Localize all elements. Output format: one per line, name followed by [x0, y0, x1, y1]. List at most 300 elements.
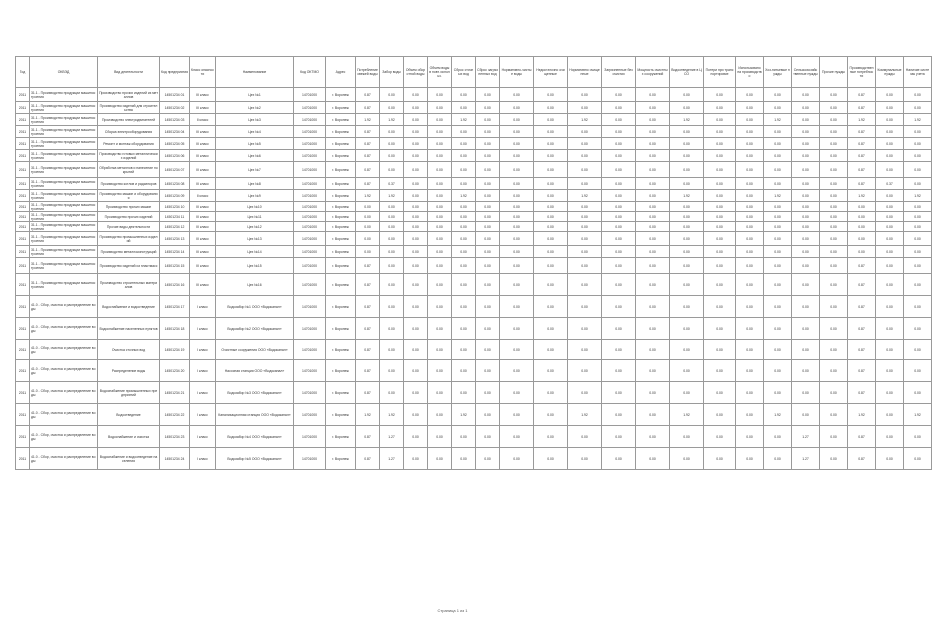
table-cell: Прочие виды деятельности — [98, 222, 160, 232]
table-cell: 0.00 — [876, 448, 904, 470]
table-cell: 0.00 — [534, 102, 568, 114]
table-cell: 0.00 — [568, 274, 602, 296]
table-cell: 0.00 — [404, 212, 428, 222]
table-cell: 0.00 — [602, 404, 636, 426]
table-cell: 0.00 — [736, 246, 764, 258]
table-cell: 14701000 — [294, 190, 326, 202]
table-cell: 2011 — [16, 448, 30, 470]
table-cell: 14501234 02 — [160, 102, 190, 114]
table-cell: 0.00 — [904, 232, 932, 246]
table-cell: 0.00 — [670, 202, 704, 212]
table-cell: г. Воронеж — [326, 448, 356, 470]
table-cell: 41.0 - Сбор, очистка и распределение воды — [30, 318, 98, 340]
table-row — [16, 232, 932, 246]
table-cell: 2011 — [16, 274, 30, 296]
table-cell: 0.00 — [876, 222, 904, 232]
column-header: Наличие системы учета — [904, 57, 932, 88]
table-row — [16, 274, 932, 296]
table-cell: 0.00 — [404, 258, 428, 274]
table-cell: Насосная станция ООО «Водоканал» — [216, 360, 294, 382]
table-cell: III класс — [190, 222, 216, 232]
table-cell: 0.00 — [636, 448, 670, 470]
table-cell: 41.0 - Сбор, очистка и распределение воды — [30, 426, 98, 448]
table-cell: 0.00 — [820, 296, 848, 318]
table-cell: 0.00 — [764, 426, 792, 448]
table-cell: 0.00 — [736, 178, 764, 190]
table-cell: 0.00 — [534, 448, 568, 470]
table-cell: 0.00 — [736, 162, 764, 178]
table-cell: 0.00 — [764, 360, 792, 382]
table-row — [16, 114, 932, 126]
table-cell: 0.00 — [428, 274, 452, 296]
table-cell: 0.00 — [704, 212, 736, 222]
table-cell: 0.00 — [534, 318, 568, 340]
table-cell: 0.00 — [500, 190, 534, 202]
table-cell: 0.00 — [500, 340, 534, 360]
table-cell: Очистные сооружения ООО «Водоканал» — [216, 340, 294, 360]
table-cell: 0.00 — [636, 426, 670, 448]
table-cell: 0.00 — [904, 274, 932, 296]
table-cell: 0.00 — [476, 150, 500, 162]
table-cell: 0.00 — [636, 318, 670, 340]
table-cell: 0.00 — [500, 102, 534, 114]
table-cell: 0.87 — [848, 138, 876, 150]
table-cell: 0.00 — [764, 178, 792, 190]
table-row — [16, 162, 932, 178]
table-cell: 0.00 — [636, 138, 670, 150]
table-cell: 0.00 — [704, 202, 736, 212]
table-row — [16, 126, 932, 138]
table-cell: 2011 — [16, 102, 30, 114]
table-cell: 0.00 — [670, 274, 704, 296]
table-cell: 0.00 — [792, 382, 820, 404]
table-cell: 31.1 - Производство продукции машиностроения — [30, 190, 98, 202]
table-row — [16, 212, 932, 222]
column-header: Потребление свежей воды — [356, 57, 380, 88]
table-cell: 0.00 — [736, 258, 764, 274]
table-cell: 0.00 — [602, 202, 636, 212]
table-cell: 0.00 — [568, 448, 602, 470]
table-cell: 14701000 — [294, 232, 326, 246]
table-cell: Обработка металлов и нанесение покрытий — [98, 162, 160, 178]
table-cell: Цех №3 — [216, 114, 294, 126]
table-cell: г. Воронеж — [326, 382, 356, 404]
table-cell: 0.00 — [568, 318, 602, 340]
table-cell: 0.00 — [736, 102, 764, 114]
table-cell: 0.00 — [820, 404, 848, 426]
table-cell: 0.00 — [704, 426, 736, 448]
table-cell: 0.00 — [534, 382, 568, 404]
column-header: Мощность очистных сооружений — [636, 57, 670, 88]
table-cell: III класс — [190, 274, 216, 296]
table-cell: 0.87 — [356, 88, 380, 102]
table-cell: 0.00 — [476, 178, 500, 190]
table-cell: 0.00 — [452, 178, 476, 190]
table-cell: 0.00 — [500, 88, 534, 102]
table-cell: 0.00 — [404, 360, 428, 382]
table-cell: 0.00 — [568, 222, 602, 232]
table-cell: 0.00 — [792, 274, 820, 296]
table-cell: 0.00 — [476, 318, 500, 340]
table-cell: 0.00 — [452, 360, 476, 382]
table-cell: 0.00 — [380, 246, 404, 258]
table-cell: 0.00 — [792, 360, 820, 382]
table-cell: 1.92 — [380, 404, 404, 426]
table-cell: 0.00 — [534, 212, 568, 222]
table-cell: 0.87 — [848, 296, 876, 318]
table-cell: г. Воронеж — [326, 126, 356, 138]
table-cell: 0.00 — [904, 150, 932, 162]
table-cell: 0.00 — [500, 212, 534, 222]
table-cell: 0.00 — [764, 232, 792, 246]
table-cell: 41.0 - Сбор, очистка и распределение воды — [30, 404, 98, 426]
table-cell: 0.00 — [820, 102, 848, 114]
table-cell: 0.00 — [602, 232, 636, 246]
table-cell: 0.00 — [452, 318, 476, 340]
table-cell: 0.00 — [792, 88, 820, 102]
table-cell: 1.92 — [670, 114, 704, 126]
table-cell: 0.00 — [602, 138, 636, 150]
table-cell: 0.00 — [568, 232, 602, 246]
table-cell: 0.00 — [428, 150, 452, 162]
table-cell: 0.00 — [876, 426, 904, 448]
column-header: Год — [16, 57, 30, 88]
table-cell: 0.00 — [404, 448, 428, 470]
table-cell: 0.00 — [404, 232, 428, 246]
table-cell: 0.00 — [428, 222, 452, 232]
table-cell: 0.00 — [568, 212, 602, 222]
table-cell: 0.00 — [704, 150, 736, 162]
table-cell: I класс — [190, 318, 216, 340]
table-cell: г. Воронеж — [326, 246, 356, 258]
table-cell: 0.00 — [704, 232, 736, 246]
table-cell: 14501234 08 — [160, 178, 190, 190]
table-cell: 0.00 — [704, 382, 736, 404]
table-cell: 0.00 — [848, 222, 876, 232]
table-cell: г. Воронеж — [326, 222, 356, 232]
table-cell: 14501234 09 — [160, 190, 190, 202]
table-cell: 0.00 — [380, 102, 404, 114]
table-cell: г. Воронеж — [326, 102, 356, 114]
column-header: Объем воды в повт. использ. — [428, 57, 452, 88]
table-cell: 0.00 — [704, 88, 736, 102]
table-cell: 0.00 — [534, 426, 568, 448]
table-cell: 0.00 — [636, 162, 670, 178]
table-cell: III класс — [190, 162, 216, 178]
table-cell: 0.00 — [904, 126, 932, 138]
table-cell: 0.00 — [428, 178, 452, 190]
table-row — [16, 258, 932, 274]
table-cell: 0.00 — [568, 88, 602, 102]
table-cell: 14701000 — [294, 274, 326, 296]
table-cell: 14701000 — [294, 340, 326, 360]
table-cell: 0.00 — [356, 232, 380, 246]
table-cell: 0.00 — [876, 360, 904, 382]
table-cell: 0.00 — [500, 138, 534, 150]
table-cell: 1.27 — [380, 426, 404, 448]
table-cell: г. Воронеж — [326, 232, 356, 246]
table-cell: 0.00 — [452, 150, 476, 162]
table-cell: 0.00 — [380, 126, 404, 138]
table-cell: 0.00 — [428, 162, 452, 178]
table-cell: 0.00 — [736, 360, 764, 382]
table-cell: 0.00 — [736, 404, 764, 426]
table-cell: 14501234 01 — [160, 88, 190, 102]
table-cell: 0.00 — [602, 162, 636, 178]
table-cell: 0.00 — [534, 162, 568, 178]
table-cell: 0.00 — [736, 426, 764, 448]
table-cell: 0.00 — [876, 258, 904, 274]
table-cell: 0.87 — [356, 150, 380, 162]
table-cell: 0.00 — [736, 340, 764, 360]
table-cell: 0.00 — [476, 404, 500, 426]
table-cell: 0.00 — [704, 162, 736, 178]
table-cell: 0.00 — [452, 202, 476, 212]
table-cell: 0.00 — [820, 426, 848, 448]
table-cell: 0.00 — [736, 126, 764, 138]
table-cell: 0.00 — [476, 222, 500, 232]
table-cell: 0.00 — [764, 138, 792, 150]
table-cell: 0.00 — [820, 318, 848, 340]
column-header: Нормативно очищенные — [568, 57, 602, 88]
table-cell: 2011 — [16, 162, 30, 178]
table-cell: 0.87 — [848, 88, 876, 102]
table-cell: 0.00 — [670, 258, 704, 274]
table-cell: 0.00 — [500, 246, 534, 258]
table-cell: 0.00 — [636, 178, 670, 190]
table-cell: 0.00 — [636, 360, 670, 382]
table-cell: 0.00 — [636, 212, 670, 222]
table-cell: 0.00 — [820, 382, 848, 404]
table-cell: II класс — [190, 190, 216, 202]
table-cell: 0.00 — [704, 246, 736, 258]
table-cell: Водозабор №4 ООО «Водоканал» — [216, 426, 294, 448]
table-cell: 0.00 — [736, 114, 764, 126]
table-row — [16, 340, 932, 360]
table-cell: 0.00 — [500, 448, 534, 470]
table-cell: 2011 — [16, 178, 30, 190]
table-cell: 0.00 — [568, 126, 602, 138]
table-cell: 0.00 — [602, 382, 636, 404]
table-cell: 0.00 — [876, 88, 904, 102]
table-header — [16, 57, 932, 88]
column-header: Производственные потребности — [848, 57, 876, 88]
table-cell: 0.00 — [404, 138, 428, 150]
column-header: Коммунальные нужды — [876, 57, 904, 88]
table-cell: 0.00 — [452, 138, 476, 150]
table-cell: 0.00 — [500, 202, 534, 212]
table-cell: 0.87 — [848, 162, 876, 178]
table-cell: Цех №4 — [216, 126, 294, 138]
table-cell: 0.00 — [704, 222, 736, 232]
table-cell: 0.00 — [428, 382, 452, 404]
table-cell: 0.87 — [356, 126, 380, 138]
table-cell: 0.00 — [876, 404, 904, 426]
table-cell: 0.00 — [670, 382, 704, 404]
table-cell: 1.92 — [904, 114, 932, 126]
table-cell: 0.00 — [568, 150, 602, 162]
table-cell: 0.00 — [380, 212, 404, 222]
table-cell: 0.00 — [428, 232, 452, 246]
table-cell: 14701000 — [294, 138, 326, 150]
table-cell: 1.27 — [792, 448, 820, 470]
table-cell: 1.92 — [452, 404, 476, 426]
table-cell: 0.00 — [636, 190, 670, 202]
table-cell: 1.92 — [568, 114, 602, 126]
table-cell: 0.00 — [452, 232, 476, 246]
table-cell: 0.00 — [670, 448, 704, 470]
table-cell: 0.00 — [904, 340, 932, 360]
table-cell: 0.00 — [820, 448, 848, 470]
table-cell: 0.00 — [404, 382, 428, 404]
table-cell: 0.00 — [904, 222, 932, 232]
table-cell: 0.00 — [736, 222, 764, 232]
table-cell: 0.00 — [736, 138, 764, 150]
table-cell: 0.00 — [452, 102, 476, 114]
table-cell: Ремонт и монтаж оборудования — [98, 138, 160, 150]
table-cell: 0.00 — [568, 296, 602, 318]
table-cell: 0.00 — [904, 296, 932, 318]
table-cell: 0.00 — [380, 296, 404, 318]
table-cell: 0.00 — [534, 274, 568, 296]
table-cell: 0.00 — [636, 274, 670, 296]
table-cell: 0.00 — [736, 212, 764, 222]
table-cell: 0.00 — [534, 202, 568, 212]
table-cell: 14501234 24 — [160, 448, 190, 470]
table-cell: Цех №13 — [216, 232, 294, 246]
table-cell: 0.87 — [356, 426, 380, 448]
table-cell: 0.00 — [764, 222, 792, 232]
table-cell: 0.00 — [380, 340, 404, 360]
table-cell: 0.00 — [876, 318, 904, 340]
table-cell: г. Воронеж — [326, 212, 356, 222]
table-cell: 0.87 — [356, 138, 380, 150]
table-cell: 0.00 — [792, 212, 820, 222]
table-cell: 14701000 — [294, 360, 326, 382]
table-cell: 0.00 — [792, 222, 820, 232]
table-cell: III класс — [190, 150, 216, 162]
table-cell: 0.87 — [848, 150, 876, 162]
table-cell: 0.00 — [670, 222, 704, 232]
table-cell: Производство прочих изделий из металлов — [98, 88, 160, 102]
table-cell: 0.00 — [602, 150, 636, 162]
table-cell: 0.00 — [404, 318, 428, 340]
table-cell: 31.1 - Производство продукции машиностроения — [30, 150, 98, 162]
table-cell: 0.00 — [602, 274, 636, 296]
table-cell: 1.92 — [848, 190, 876, 202]
table-cell: 14701000 — [294, 258, 326, 274]
table-cell: 1.92 — [670, 190, 704, 202]
table-cell: 14701000 — [294, 212, 326, 222]
table-cell: 0.00 — [500, 296, 534, 318]
table-cell: Водозабор №2 ООО «Водоканал» — [216, 318, 294, 340]
table-row — [16, 190, 932, 202]
table-cell: 0.00 — [636, 340, 670, 360]
table-cell: 14501234 21 — [160, 382, 190, 404]
table-cell: 0.00 — [848, 202, 876, 212]
table-cell: 0.00 — [820, 274, 848, 296]
table-cell: 0.00 — [534, 88, 568, 102]
table-cell: 0.00 — [876, 340, 904, 360]
table-cell: 0.00 — [704, 360, 736, 382]
table-cell: 1.92 — [764, 404, 792, 426]
table-cell: 0.00 — [534, 190, 568, 202]
table-cell: 0.00 — [428, 404, 452, 426]
table-cell: 0.00 — [820, 340, 848, 360]
table-cell: 0.00 — [792, 102, 820, 114]
table-cell: 0.00 — [500, 274, 534, 296]
table-cell: 0.00 — [848, 232, 876, 246]
table-cell: 2011 — [16, 382, 30, 404]
table-cell: 31.1 - Производство продукции машиностроения — [30, 258, 98, 274]
table-cell: 0.00 — [476, 340, 500, 360]
table-cell: 0.00 — [568, 340, 602, 360]
table-cell: 2011 — [16, 88, 30, 102]
table-cell: 0.00 — [428, 360, 452, 382]
table-cell: 0.00 — [356, 222, 380, 232]
table-cell: 0.00 — [704, 258, 736, 274]
table-cell: Цех №15 — [216, 258, 294, 274]
table-cell: Водозабор №5 ООО «Водоканал» — [216, 448, 294, 470]
table-cell: Производство готовых металлических изделий — [99, 151, 158, 160]
table-cell: 0.00 — [476, 190, 500, 202]
table-cell: 0.00 — [848, 212, 876, 222]
table-cell: 14501234 16 — [160, 274, 190, 296]
table-cell: 0.00 — [792, 162, 820, 178]
table-cell: 0.00 — [904, 448, 932, 470]
table-row — [16, 382, 932, 404]
table-cell: 14501234 07 — [160, 162, 190, 178]
table-cell: Цех №8 — [216, 178, 294, 190]
table-cell: 14501234 14 — [160, 246, 190, 258]
table-cell: 0.00 — [704, 114, 736, 126]
table-cell: 0.00 — [670, 150, 704, 162]
table-row — [16, 246, 932, 258]
table-cell: 0.00 — [704, 296, 736, 318]
table-cell: I класс — [190, 426, 216, 448]
table-cell: 2011 — [16, 126, 30, 138]
table-cell: 14501234 15 — [160, 258, 190, 274]
table-cell: 0.00 — [404, 340, 428, 360]
table-cell: 0.00 — [602, 88, 636, 102]
table-cell: 0.00 — [792, 138, 820, 150]
table-cell: Водоснабжение и водоотведение населения — [98, 448, 160, 470]
table-cell: 41.0 - Сбор, очистка и распределение воды — [30, 360, 98, 382]
table-cell: 0.00 — [670, 126, 704, 138]
table-cell: 0.00 — [736, 150, 764, 162]
table-cell: 0.00 — [380, 258, 404, 274]
table-cell: 14701000 — [294, 202, 326, 212]
table-cell: 14501234 19 — [160, 340, 190, 360]
table-cell: 0.00 — [602, 258, 636, 274]
table-cell: 0.00 — [452, 88, 476, 102]
table-cell: 0.00 — [670, 232, 704, 246]
table-cell: 0.00 — [820, 114, 848, 126]
table-cell: 0.00 — [404, 246, 428, 258]
table-cell: 0.00 — [476, 296, 500, 318]
table-cell: 31.1 - Производство продукции машиностроения — [30, 126, 98, 138]
table-cell: г. Воронеж — [326, 88, 356, 102]
table-cell: 0.00 — [534, 296, 568, 318]
table-cell: 0.87 — [848, 258, 876, 274]
table-cell: 0.87 — [356, 102, 380, 114]
table-cell: 0.00 — [792, 114, 820, 126]
table-cell: 0.00 — [452, 258, 476, 274]
table-cell: 1.92 — [848, 404, 876, 426]
table-cell: 0.00 — [820, 162, 848, 178]
table-cell: 0.00 — [404, 426, 428, 448]
table-cell: 0.00 — [764, 126, 792, 138]
